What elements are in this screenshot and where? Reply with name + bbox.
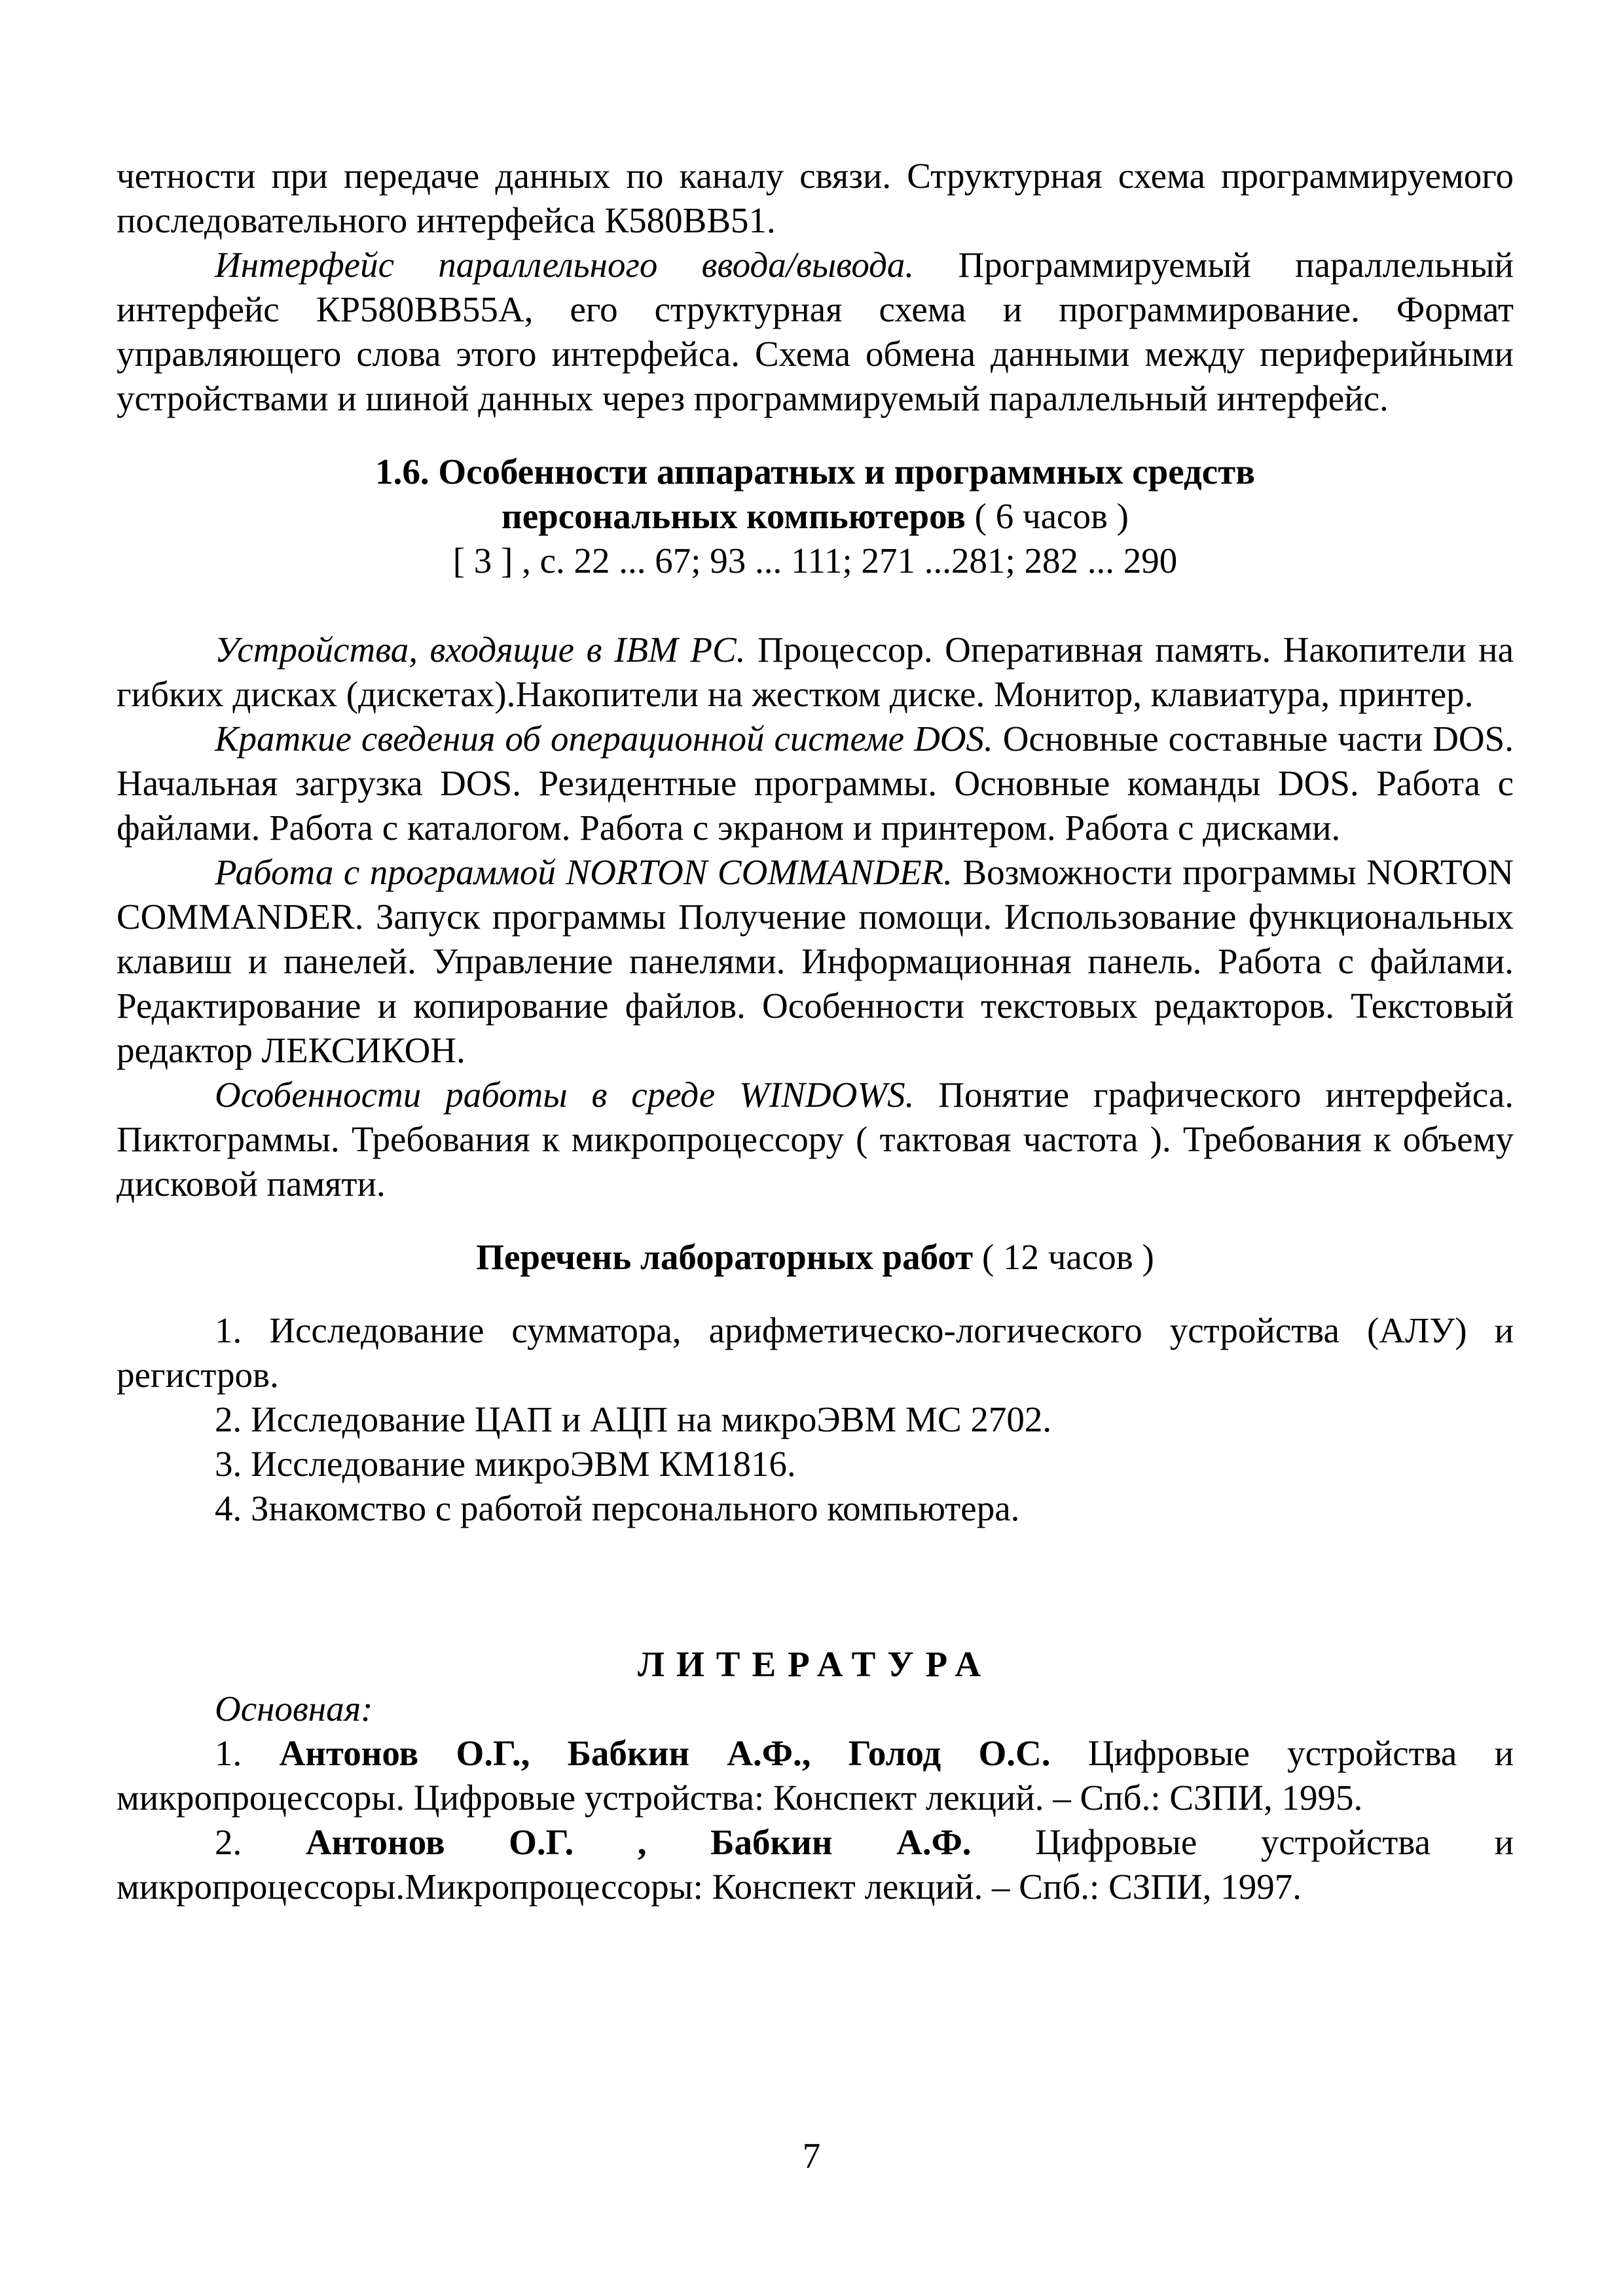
section-title-line2 [117, 494, 1514, 539]
parallel-interface-paragraph [117, 243, 1514, 421]
literature-item-number: 2. [215, 1822, 306, 1862]
lab-item: 2. Исследование ЦАП и АЦП на микроЭВМ МС 2702. [215, 1399, 1052, 1439]
literature-text: Цифровые устройства и микропроцессоры.Микропроцессоры: Конспект лекций. – Спб.: СЗПИ, 1997. [117, 1822, 1514, 1907]
literature-item [117, 1820, 1514, 1909]
paragraph-text: Понятие графического интерфейса. Пиктограммы. Требования к микропроцессору ( тактовая частота ). Требования к объему дисковой памяти. [117, 1075, 1514, 1204]
paragraph-lead: Особенности работы в среде WINDOWS. [215, 1075, 915, 1115]
literature-title: ЛИТЕРАТУРА [638, 1644, 993, 1684]
paragraph-text: Процессор. Оперативная память. Накопители на гибких дисках (дискетах).Накопители на жестком диске. Монитор, клавиатура, принтер. [117, 630, 1514, 714]
section-references: [ 3 ] , с. 22 ... 67; 93 ... 111; 271 ...281; 282 ... 290 [452, 541, 1178, 581]
literature-item-number: 1. [215, 1733, 280, 1773]
literature-subtitle: Основная: [215, 1689, 373, 1729]
paragraph-text: Возможности программы NORTON COMMANDER. Запуск программы Получение помощи. Использование функциональных клавиш и панелей. Управление панелями. Информационная панель. Работа с файлами. Редактирование и копирование файлов. Особенности текстовых редакторов. Текстовый редактор ЛЕКСИКОН. [117, 852, 1514, 1070]
section-hours: ( 6 часов ) [965, 496, 1129, 536]
paragraph-windows [117, 1073, 1514, 1206]
section-title: 1.6. Особенности аппаратных и программных средств [375, 452, 1255, 492]
paragraph-norton [117, 850, 1514, 1073]
section-title-bold: персональных компьютеров [501, 496, 966, 536]
literature-authors: Антонов О.Г. , Бабкин А.Ф. [305, 1822, 972, 1862]
labs-hours: ( 12 часов ) [973, 1237, 1154, 1277]
paragraph-text: Основные составные части DOS. Начальная загрузка DOS. Резидентные программы. Основные команды DOS. Работа с файлами. Работа с каталогом. Работа с экраном и принтером. Работа с дисками. [117, 719, 1514, 848]
paragraph-lead: Интерфейс параллельного ввода/вывода. [215, 245, 915, 285]
labs-title [117, 1235, 1514, 1280]
lab-item: 1. Исследование сумматора, арифметическо-логического устройства (АЛУ) и регистров. [117, 1310, 1514, 1395]
paragraph-lead: Краткие сведения об операционной системе DOS. [215, 719, 993, 759]
paragraph-ibm-pc [117, 628, 1514, 717]
lab-item: 3. Исследование микроЭВМ КМ1816. [215, 1444, 796, 1484]
literature-item [117, 1731, 1514, 1820]
lab-item: 4. Знакомство с работой персонального компьютера. [215, 1488, 1020, 1528]
paragraph-lead: Устройства, входящие в IBM PC. [215, 630, 746, 670]
labs-title-bold: Перечень лабораторных работ [476, 1237, 974, 1277]
page-number: 7 [802, 2136, 821, 2176]
literature-text: Цифровые устройства и микропроцессоры. Цифровые устройства: Конспект лекций. – Спб.: СЗПИ, 1995. [117, 1733, 1514, 1818]
intro-paragraph: четности при передаче данных по каналу связи. Структурная схема программируемого последовательного интерфейса К580ВВ51. [117, 156, 1514, 240]
paragraph-dos [117, 717, 1514, 850]
literature-authors: Антонов О.Г., Бабкин А.Ф., Голод О.С. [279, 1733, 1051, 1773]
document-page [117, 154, 1514, 1909]
paragraph-lead: Работа с программой NORTON COMMANDER. [215, 852, 953, 892]
paragraph-text: Программируемый параллельный интерфейс КР580ВВ55А, его структурная схема и программирование. Формат управляющего слова этого интерфейса. Схема обмена данными между периферийными устройствами и шиной данных через программируемый параллельный интерфейс. [117, 245, 1514, 418]
